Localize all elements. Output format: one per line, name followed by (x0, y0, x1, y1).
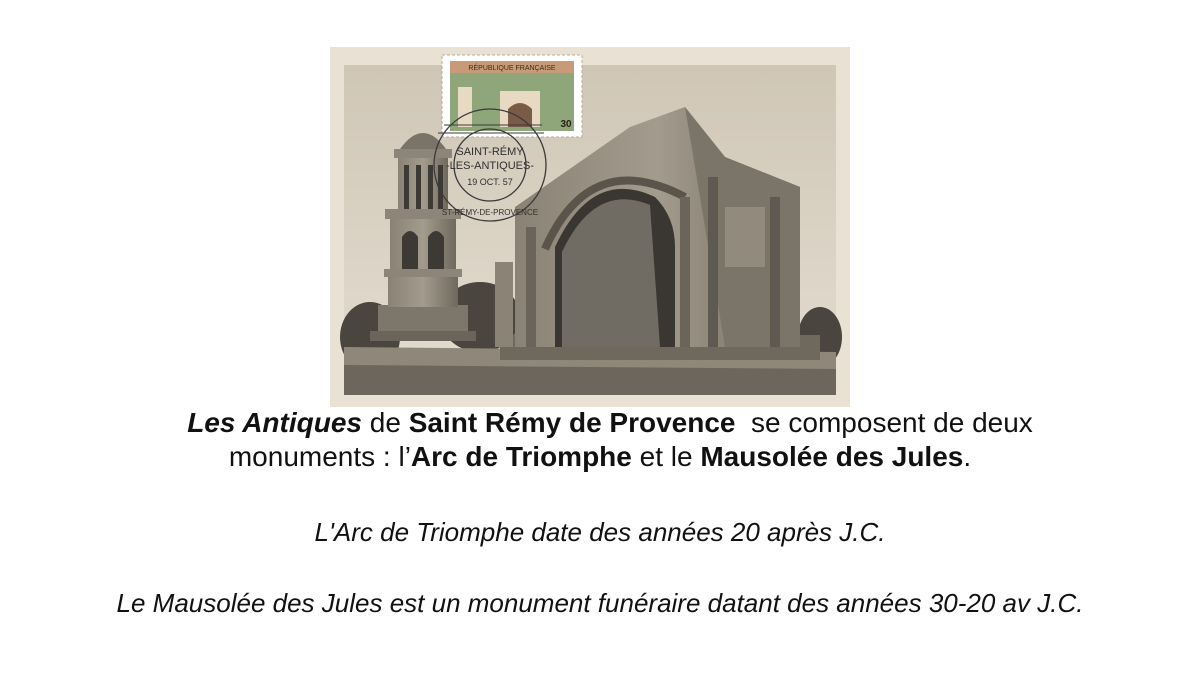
postmark-subtitle: -LES-ANTIQUES- (445, 160, 535, 172)
town-name: Saint Rémy de Provence (408, 407, 736, 438)
stamp-country: RÉPUBLIQUE FRANÇAISE (468, 65, 556, 72)
intro-middle: et le (631, 441, 701, 473)
arc-date-text: L'Arc de Triomphe date des années 20 après J.C. (314, 517, 886, 547)
postmark-ring-text: ST-RÉMY-DE-PROVENCE (441, 208, 539, 217)
stamp-value: 30 (560, 119, 572, 130)
site-name: Les Antiques (187, 407, 362, 438)
postmark-town: SAINT-RÉMY (456, 146, 524, 158)
intro-connector: de (361, 407, 409, 438)
monuments-illustration (330, 47, 850, 407)
monument-mausolee-name: Mausolée des Jules (700, 441, 964, 473)
intro-end: . (963, 441, 972, 473)
mausolee-date-text: Le Mausolée des Jules est un monument funéraire datant des années 30-20 av J.C. (116, 588, 1084, 618)
intro-lead: monuments : l’ (228, 441, 411, 473)
intro-line-2 (229, 441, 971, 472)
postcard-photo (330, 47, 850, 407)
intro-line-1 (167, 407, 1033, 438)
monument-arc-name: Arc de Triomphe (410, 441, 632, 473)
postmark-date: 19 OCT. 57 (467, 177, 513, 187)
intro-paragraph (0, 406, 1200, 474)
intro-rest: se composent de deux (735, 407, 1033, 438)
